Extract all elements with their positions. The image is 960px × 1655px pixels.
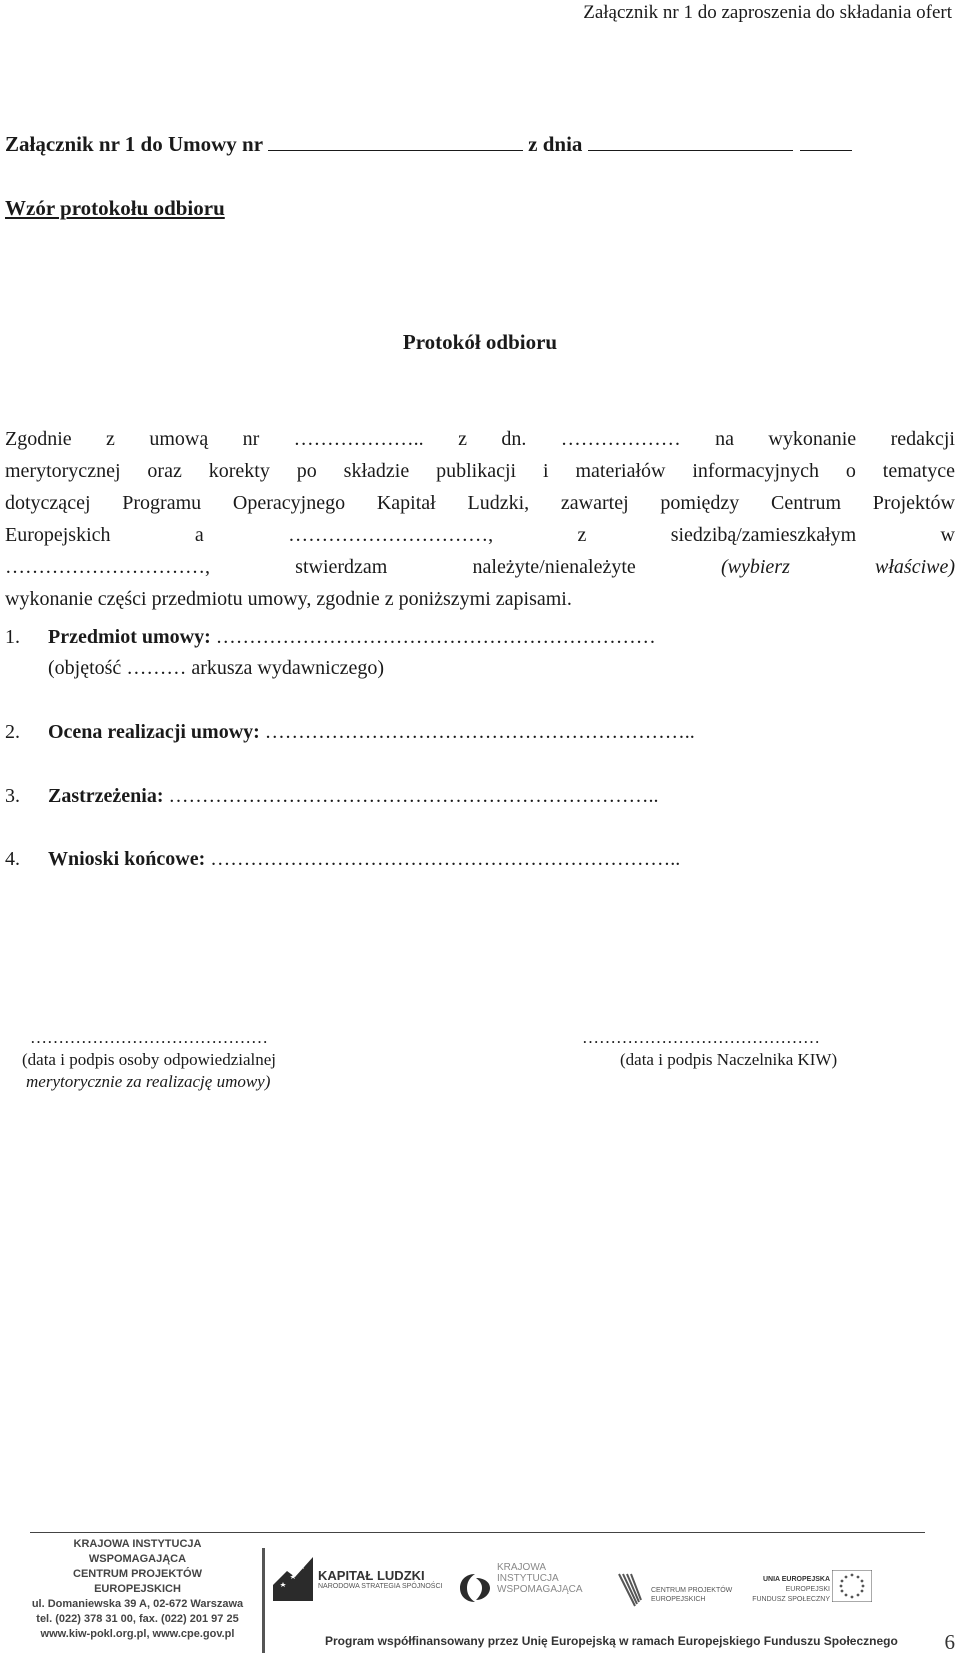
kiw-line: CENTRUM PROJEKTÓW EUROPEJSKICH (73, 1568, 202, 1595)
eu-logo-line: EUROPEJSKI (785, 1586, 830, 1593)
item-label: Zastrzeżenia: (48, 785, 164, 807)
item-dots: ……………………………………………………….. (264, 721, 695, 743)
cpe-logo-line: CENTRUM PROJEKTÓW (651, 1587, 733, 1594)
eu-logo-line: FUNDUSZ SPOŁECZNY (752, 1596, 830, 1603)
eu-logo-line: UNIA EUROPEJSKA (762, 1576, 830, 1583)
contract-date-blank (588, 132, 793, 151)
attachment-note: Załącznik nr 1 do zaproszenia do składania ofert (583, 2, 952, 23)
cpe-logo (651, 1586, 732, 1604)
item-reservations (5, 785, 659, 808)
contract-date-blank-end (800, 132, 852, 151)
item-number: 2. (5, 721, 20, 743)
kiw-logo-icon (458, 1572, 492, 1604)
signature-right-dots: …………………………………… (582, 1028, 820, 1047)
item-number: 1. (5, 626, 20, 648)
cpe-logo-icon (615, 1570, 655, 1610)
signature-right-caption: (data i podpis Naczelnika KIW) (620, 1050, 838, 1069)
kiw-address-block (30, 1537, 245, 1642)
item-label: Ocena realizacji umowy: (48, 721, 260, 743)
kiw-line: ul. Domaniewska 39 A, 02-672 Warszawa (31, 1598, 244, 1610)
volume-dots: ……… (126, 657, 187, 679)
item-dots: …………………………………………………………….. (210, 848, 681, 870)
contract-date-label: z dnia (528, 132, 583, 156)
paragraph-line-text: …………………………, stwierdzam należyte/nienależyte (5, 556, 636, 578)
template-heading: Wzór protokołu odbioru (5, 196, 225, 220)
item-label: Wnioski końcowe: (48, 848, 206, 870)
paragraph-line: dotyczącej Programu Operacyjnego Kapitał Ludzki, zawartej pomiędzy Centrum Projektów (5, 492, 955, 514)
item-conclusions (5, 848, 680, 871)
footer-separator (262, 1548, 265, 1653)
intro-paragraph (5, 423, 955, 615)
paragraph-line: merytorycznej oraz korekty po składzie publikacji i materiałów informacyjnych o tematyce (5, 460, 955, 482)
kiw-logo-line: KRAJOWA (497, 1562, 547, 1573)
item-number: 3. (5, 785, 20, 807)
item-label: Przedmiot umowy: (48, 626, 211, 648)
contract-label: Załącznik nr 1 do Umowy nr (5, 132, 263, 156)
program-statement: Program współfinansowany przez Unię Europejską w ramach Europejskiego Funduszu Społecznego (325, 1634, 898, 1648)
item-evaluation (5, 721, 695, 744)
signature-left-caption-2: merytorycznie za realizację umowy) (26, 1072, 271, 1091)
cpe-logo-line: EUROPEJSKICH (651, 1596, 706, 1603)
item-dots: ……………………………………………………………….. (168, 785, 659, 807)
kiw-line: KRAJOWA INSTYTUCJA WSPOMAGAJĄCA (73, 1538, 202, 1565)
volume-prefix: (objętość (48, 657, 122, 679)
contract-line (5, 132, 852, 157)
kl-subtitle: NARODOWA STRATEGIA SPÓJNOŚCI (318, 1583, 443, 1590)
eu-logo-text (752, 1575, 830, 1605)
kiw-line: tel. (022) 378 31 00, fax. (022) 201 97 25 (36, 1613, 239, 1625)
footer-divider (30, 1532, 925, 1533)
eu-flag-icon (832, 1570, 872, 1602)
choose-note: (wybierz właściwe) (720, 556, 956, 578)
document-title: Protokół odbioru (402, 330, 558, 354)
signature-left-caption: (data i podpis osoby odpowiedzialnej (22, 1050, 277, 1069)
kiw-logo-line: INSTYTUCJA (497, 1573, 559, 1584)
kiw-logo (497, 1562, 583, 1595)
volume-suffix: arkusza wydawniczego) (191, 657, 384, 679)
item-number: 4. (5, 848, 20, 870)
item-subject (5, 626, 656, 649)
kapital-ludzki-logo (318, 1568, 442, 1590)
contract-number-blank (268, 132, 523, 151)
kl-title: KAPITAŁ LUDZKI (318, 1568, 425, 1583)
signature-left-dots: …………………………………… (30, 1028, 268, 1047)
page-number: 6 (944, 1630, 955, 1654)
kiw-logo-line: WSPOMAGAJĄCA (497, 1584, 583, 1595)
paragraph-line (5, 551, 955, 583)
paragraph-line: Zgodnie z umową nr ……………….. z dn. ……………… na wykonanie redakcji (5, 428, 955, 450)
item-volume (48, 657, 384, 680)
paragraph-line: wykonanie części przedmiotu umowy, zgodnie z poniższymi zapisami. (5, 588, 572, 610)
item-dots: ………………………………………………………… (215, 626, 656, 648)
paragraph-line: Europejskich a …………………………, z siedzibą/zamieszkałym w (5, 524, 955, 546)
kapital-ludzki-logo-icon (273, 1557, 313, 1601)
kiw-line: www.kiw-pokl.org.pl, www.cpe.gov.pl (40, 1628, 235, 1640)
